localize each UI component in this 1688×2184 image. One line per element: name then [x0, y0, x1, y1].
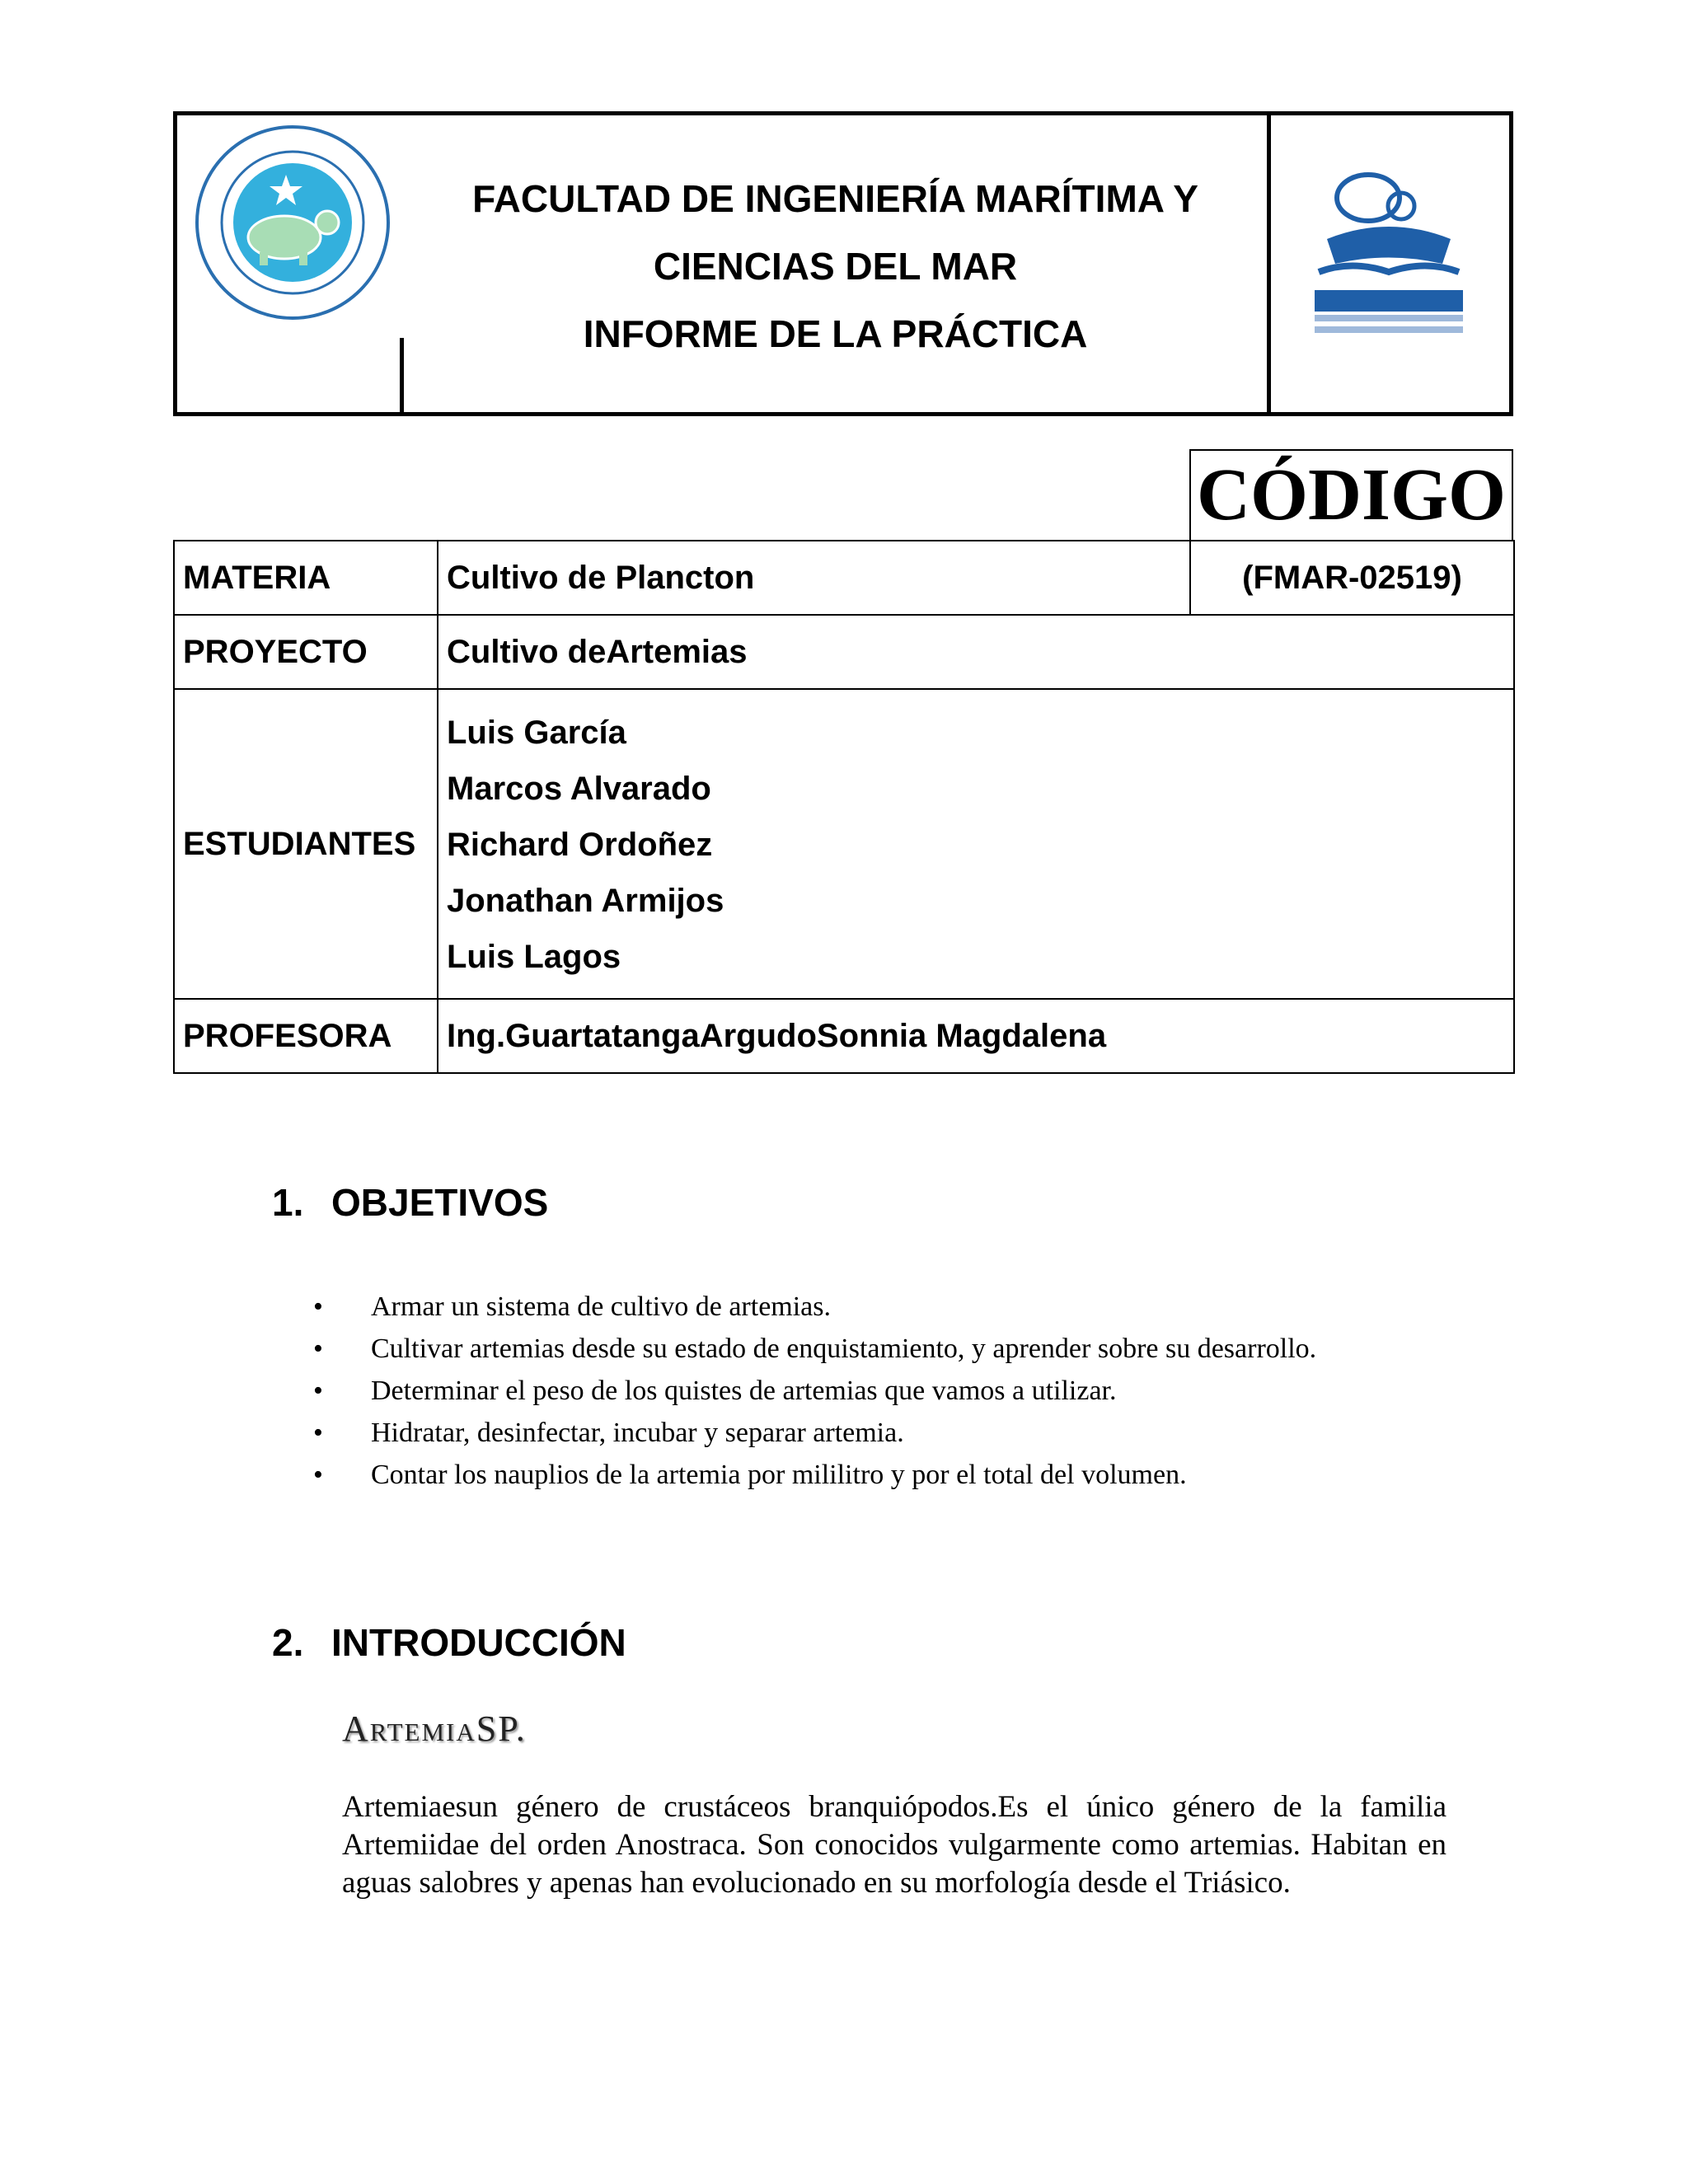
student-name: Richard Ordoñez — [447, 827, 713, 863]
list-item: • Contar los nauplios de la artemia por mililitro y por el total del volumen. — [313, 1454, 1447, 1496]
student-name: Jonathan Armijos — [447, 883, 724, 919]
list-item: • Armar un sistema de cultivo de artemias. — [313, 1286, 1447, 1328]
intro-paragraph: Artemiaesun género de crustáceos branquiópodos.Es el único género de la familia Artemiidae del orden Anostraca. Son conocidos vulgarmente como artemias. Habitan en aguas salobres y apenas han evolucionado en su morfología desde el Triásico. — [342, 1790, 1447, 1900]
student-list — [438, 689, 1514, 999]
code-label: CÓDIGO — [1189, 449, 1513, 541]
bullet-icon: • — [313, 1291, 323, 1322]
bullet-icon: • — [313, 1376, 323, 1406]
bullet-icon: • — [313, 1333, 323, 1364]
section-title: INTRODUCCIÓN — [331, 1621, 626, 1664]
student-name: Marcos Alvarado — [447, 771, 711, 807]
materia-value: Cultivo de Plancton — [438, 541, 1190, 615]
title-line: FACULTAD DE INGENIERÍA MARÍTIMA Y — [472, 177, 1198, 220]
section-title: OBJETIVOS — [331, 1181, 549, 1224]
section-number: 1. — [272, 1181, 304, 1224]
table-row — [174, 615, 1514, 689]
objectives-list — [313, 1286, 1447, 1496]
section-heading-objetivos — [272, 1180, 548, 1225]
section-heading-introduccion — [272, 1620, 626, 1665]
info-table — [173, 540, 1515, 1074]
list-item: • Determinar el peso de los quistes de artemias que vamos a utilizar. — [313, 1370, 1447, 1412]
fimcm-faculty-logo-icon — [1311, 165, 1467, 346]
profesora-value: Ing.GuartatangaArgudoSonnia Magdalena — [438, 999, 1514, 1073]
bullet-icon: • — [313, 1460, 323, 1490]
espol-turtle-seal-icon — [194, 124, 392, 321]
document-header — [173, 111, 1513, 416]
table-row — [174, 999, 1514, 1073]
bullet-icon: • — [313, 1418, 323, 1448]
table-row — [174, 689, 1514, 999]
proyecto-label: PROYECTO — [174, 615, 438, 689]
student-name: Luis García — [447, 715, 626, 751]
table-row — [174, 541, 1514, 615]
header-divider-right — [1267, 115, 1271, 412]
title-line: INFORME DE LA PRÁCTICA — [583, 312, 1088, 355]
subheading: ArtemiaSP. — [342, 1708, 527, 1749]
student-name: Luis Lagos — [447, 939, 621, 975]
page-title — [404, 165, 1267, 368]
list-item: • Hidratar, desinfectar, incubar y separar artemia. — [313, 1412, 1447, 1454]
profesora-label: PROFESORA — [174, 999, 438, 1073]
section-number: 2. — [272, 1621, 304, 1664]
estudiantes-label: ESTUDIANTES — [174, 689, 438, 999]
proyecto-value: Cultivo deArtemias — [438, 615, 1514, 689]
materia-label: MATERIA — [174, 541, 438, 615]
code-value: (FMAR-02519) — [1190, 541, 1514, 615]
title-line: CIENCIAS DEL MAR — [653, 245, 1018, 288]
list-item: • Cultivar artemias desde su estado de enquistamiento, y aprender sobre su desarrollo. — [313, 1328, 1447, 1370]
